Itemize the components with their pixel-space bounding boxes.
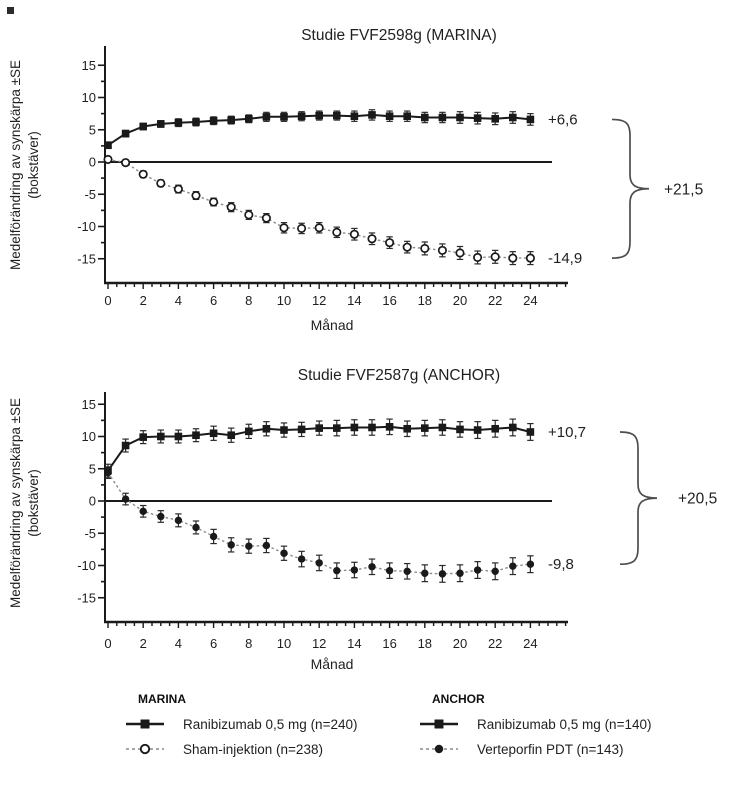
open-circle-point [368, 235, 375, 242]
open-circle-point [157, 180, 164, 187]
difference-value-label: +21,5 [664, 181, 704, 199]
filled-circle-icon [435, 745, 443, 753]
filled-square-point [122, 442, 130, 450]
open-circle-point [245, 211, 252, 218]
y-axis-label: Medelförändring av synskärpa ±SE [8, 397, 23, 609]
filled-square-point [298, 426, 306, 434]
y-axis-label: (bokstäver) [26, 131, 41, 199]
y-tick-label: 15 [81, 57, 96, 73]
open-circle-point [175, 185, 182, 192]
filled-square-point [227, 431, 235, 439]
x-tick-label: 18 [417, 636, 433, 651]
filled-circle-point [157, 513, 164, 520]
filled-square-point [122, 130, 130, 138]
series-filled-square [104, 110, 534, 149]
filled-square-point [351, 424, 359, 432]
open-circle-point [122, 159, 129, 166]
filled-square-point [245, 115, 253, 123]
filled-square-point [509, 424, 517, 432]
filled-circle-point [316, 559, 323, 566]
open-circle-point [280, 224, 287, 231]
filled-circle-point [263, 542, 270, 549]
filled-circle-point [474, 566, 481, 573]
filled-square-point [192, 431, 200, 439]
filled-square-point [192, 118, 200, 126]
x-tick-label: 24 [523, 293, 538, 308]
open-circle-point [527, 254, 534, 261]
series-open-circle [104, 156, 534, 265]
legend-item-ranibizumab-marina [124, 713, 357, 735]
filled-square-point [386, 112, 394, 120]
filled-square-point [509, 114, 517, 122]
x-tick-label: 4 [174, 636, 183, 651]
x-tick-label: 2 [139, 636, 147, 651]
open-circle-point [456, 249, 463, 256]
filled-circle-point [298, 555, 305, 562]
open-circle-point [333, 229, 340, 236]
x-axis-label: Månad [310, 317, 354, 333]
filled-circle-point [439, 570, 446, 577]
legend-item-label: Ranibizumab 0,5 mg (n=140) [477, 716, 652, 732]
filled-square-point [403, 425, 411, 433]
y-tick-label: 5 [88, 461, 96, 477]
x-tick-label: 2 [139, 293, 147, 308]
open-circle-point [351, 231, 358, 238]
filled-circle-point [104, 469, 111, 476]
filled-square-point [368, 111, 376, 119]
x-tick-label: 0 [104, 636, 112, 651]
y-tick-label: 10 [81, 90, 96, 105]
open-circle-point [386, 239, 393, 246]
filled-square-point [456, 114, 464, 122]
legend-item-label: Ranibizumab 0,5 mg (n=240) [183, 716, 358, 732]
filled-square-point [403, 112, 411, 120]
filled-square-point [139, 433, 147, 441]
open-circle-point [509, 254, 516, 261]
y-tick-label: 15 [81, 396, 96, 412]
open-circle-point [421, 245, 428, 252]
open-circle-point [404, 243, 411, 250]
y-tick-label: 0 [88, 493, 96, 509]
x-tick-label: 8 [245, 636, 253, 651]
x-tick-label: 16 [382, 293, 397, 308]
x-tick-label: 20 [452, 636, 468, 651]
filled-square-point [227, 116, 235, 124]
series-end-value-label: -14,9 [548, 250, 583, 268]
y-axis-label: Medelförändring av synskärpa ±SE [8, 59, 23, 271]
y-tick-label: -5 [84, 186, 96, 202]
filled-circle-point [280, 550, 287, 557]
filled-square-marker-icon [124, 716, 172, 732]
open-circle-marker-icon [124, 741, 172, 757]
filled-circle-point [245, 542, 252, 549]
filled-square-point [157, 433, 165, 441]
filled-square-point [263, 113, 271, 121]
legend-item-sham [124, 738, 357, 760]
filled-circle-point [228, 541, 235, 548]
series-filled-square [104, 419, 534, 477]
filled-circle-point [386, 567, 393, 574]
anchor-chart [0, 348, 756, 686]
filled-square-point [439, 424, 447, 432]
filled-square-point [298, 112, 306, 120]
y-tick-label: 10 [81, 429, 96, 444]
filled-square-point [474, 114, 482, 122]
filled-circle-point [140, 508, 147, 515]
difference-brace [612, 119, 649, 258]
filled-square-point [474, 426, 482, 434]
x-tick-label: 14 [347, 293, 362, 308]
filled-square-point [351, 112, 359, 120]
x-tick-label: 22 [487, 293, 503, 308]
legend-title-anchor: ANCHOR [432, 692, 485, 706]
filled-square-point [245, 428, 253, 436]
filled-circle-point [492, 568, 499, 575]
x-tick-label: 12 [311, 293, 327, 308]
filled-circle-point [192, 524, 199, 531]
filled-square-point [491, 115, 499, 123]
filled-square-point [104, 141, 112, 149]
x-tick-label: 12 [311, 636, 327, 651]
open-circle-point [140, 171, 147, 178]
x-tick-label: 6 [209, 636, 218, 651]
y-tick-label: -10 [77, 219, 96, 234]
filled-circle-point [527, 561, 534, 568]
filled-circle-point [456, 570, 463, 577]
filled-circle-point [509, 562, 516, 569]
filled-circle-point [210, 533, 217, 540]
filled-circle-point [421, 570, 428, 577]
filled-square-point [421, 114, 429, 122]
open-circle-point [263, 214, 270, 221]
x-tick-label: 0 [104, 293, 112, 308]
y-tick-label: -10 [77, 558, 96, 573]
filled-square-icon [141, 720, 150, 729]
filled-circle-marker-icon [418, 741, 466, 757]
y-axis-label: (bokstäver) [26, 469, 41, 537]
filled-square-icon [435, 720, 444, 729]
filled-square-point [421, 424, 429, 432]
marina-chart [0, 0, 756, 348]
legend-item-verteporfin [418, 738, 651, 760]
filled-square-point [439, 114, 447, 122]
filled-square-point [315, 112, 323, 120]
legend-item-label: Sham-injektion (n=238) [183, 741, 323, 757]
x-tick-label: 6 [209, 293, 218, 308]
filled-square-point [210, 117, 218, 125]
chart-title: Studie FVF2598g (MARINA) [301, 27, 497, 44]
x-tick-label: 16 [382, 636, 397, 651]
filled-square-point [456, 426, 464, 434]
filled-square-point [263, 425, 271, 433]
legend-item-label: Verteporfin PDT (n=143) [477, 741, 624, 757]
filled-circle-point [351, 566, 358, 573]
legend-item-ranibizumab-anchor [418, 713, 651, 735]
y-tick-label: -5 [84, 525, 96, 541]
filled-circle-point [368, 563, 375, 570]
open-circle-point [228, 203, 235, 210]
filled-square-point [280, 426, 288, 434]
legend [0, 686, 756, 786]
series-end-value-label: +10,7 [548, 423, 586, 441]
difference-brace [620, 432, 657, 564]
open-circle-point [210, 198, 217, 205]
filled-circle-point [175, 517, 182, 524]
open-circle-point [492, 253, 499, 260]
x-tick-label: 10 [276, 636, 292, 651]
filled-square-point [210, 429, 218, 437]
x-tick-label: 18 [417, 293, 433, 308]
filled-square-point [527, 116, 535, 124]
open-circle-point [192, 192, 199, 199]
legend-group-anchor [418, 692, 651, 760]
legend-title-marina: MARINA [138, 692, 186, 706]
x-axis-label: Månad [310, 656, 354, 672]
x-tick-label: 20 [452, 293, 468, 308]
series-filled-circle [104, 467, 534, 582]
series-end-value-label: +6,6 [548, 111, 578, 129]
open-circle-point [104, 156, 111, 163]
series-line [108, 159, 530, 258]
x-tick-label: 10 [276, 293, 292, 308]
y-tick-label: -15 [77, 251, 96, 267]
filled-square-point [175, 433, 183, 441]
filled-square-point [280, 113, 288, 121]
y-tick-label: -15 [77, 590, 96, 606]
filled-circle-point [122, 495, 129, 502]
x-tick-label: 14 [347, 636, 362, 651]
open-circle-icon [141, 745, 149, 753]
filled-circle-point [404, 568, 411, 575]
y-tick-label: 0 [88, 154, 96, 170]
filled-square-point [386, 423, 394, 431]
x-tick-label: 4 [174, 293, 183, 308]
series-end-value-label: -9,8 [548, 556, 574, 574]
x-tick-label: 22 [487, 636, 503, 651]
filled-square-point [333, 424, 341, 432]
chart-title: Studie FVF2587g (ANCHOR) [297, 367, 501, 384]
open-circle-point [474, 254, 481, 261]
legend-group-marina [124, 692, 357, 760]
filled-square-point [157, 120, 165, 128]
filled-square-point [491, 425, 499, 433]
filled-square-point [333, 112, 341, 120]
filled-square-point [175, 119, 183, 127]
filled-square-point [368, 424, 376, 432]
filled-square-point [139, 123, 147, 131]
open-circle-point [298, 225, 305, 232]
filled-circle-point [333, 567, 340, 574]
filled-square-marker-icon [418, 716, 466, 732]
x-tick-label: 24 [523, 636, 538, 651]
open-circle-point [316, 224, 323, 231]
open-circle-point [439, 247, 446, 254]
filled-square-point [527, 428, 535, 436]
filled-square-point [315, 424, 323, 432]
difference-value-label: +20,5 [678, 490, 718, 508]
y-tick-label: 5 [88, 122, 96, 138]
x-tick-label: 8 [245, 293, 253, 308]
